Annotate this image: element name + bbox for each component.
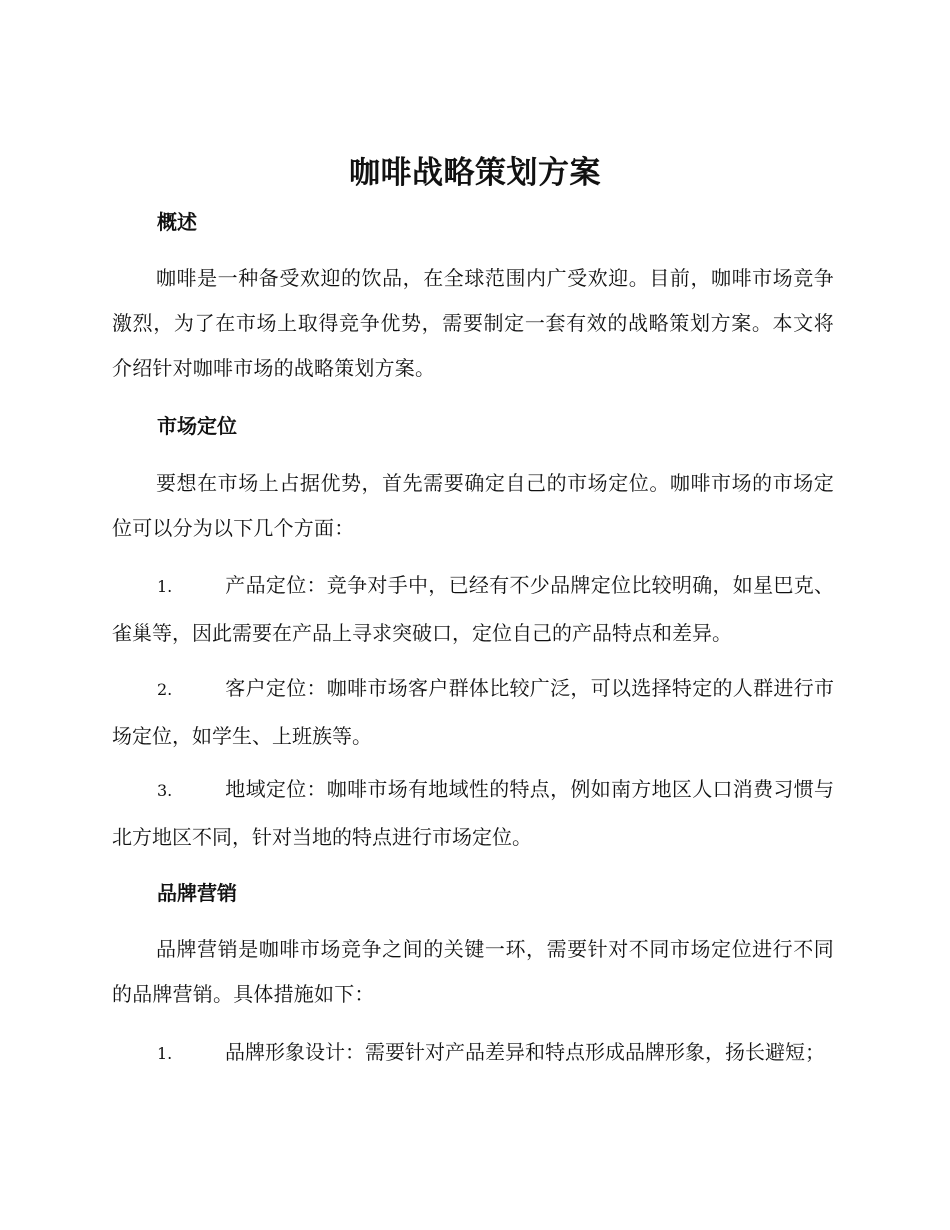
list-item-text: 产品定位：竞争对手中，已经有不少品牌定位比较明确，如星巴克、雀巢等，因此需要在产品上寻求突破口，定位自己的产品特点和差异。 — [112, 573, 834, 645]
document-title: 咖啡战略策划方案 — [349, 155, 601, 191]
list-item-number: 1. — [157, 1044, 173, 1063]
list-item-number: 3. — [157, 781, 173, 800]
list-item — [112, 562, 834, 657]
list-item-text: 地域定位：咖啡市场有地域性的特点，例如南方地区人口消费习惯与北方地区不同，针对当地的特点进行市场定位。 — [112, 777, 834, 849]
section-heading-overview: 概述 — [157, 210, 197, 234]
list-item — [112, 665, 834, 760]
section-paragraph-overview: 咖啡是一种备受欢迎的饮品，在全球范围内广受欢迎。目前，咖啡市场竞争激烈，为了在市场上取得竞争优势，需要制定一套有效的战略策划方案。本文将介绍针对咖啡市场的战略策划方案。 — [112, 266, 834, 380]
section-heading-brand-marketing: 品牌营销 — [157, 881, 237, 905]
list-item — [112, 766, 834, 861]
list-item-text: 客户定位：咖啡市场客户群体比较广泛，可以选择特定的人群进行市场定位，如学生、上班族等。 — [112, 676, 834, 748]
section-paragraph-market-positioning: 要想在市场上占据优势，首先需要确定自己的市场定位。咖啡市场的市场定位可以分为以下几个方面： — [112, 471, 834, 540]
list-item-number: 2. — [157, 680, 173, 699]
list-item — [112, 1029, 834, 1077]
list-item-text: 品牌形象设计：需要针对产品差异和特点形成品牌形象，扬长避短； — [225, 1040, 825, 1064]
section-heading-market-positioning: 市场定位 — [157, 414, 237, 438]
list-item-number: 1. — [157, 577, 173, 596]
section-paragraph-brand-marketing: 品牌营销是咖啡市场竞争之间的关键一环，需要针对不同市场定位进行不同的品牌营销。具体措施如下： — [112, 937, 834, 1006]
